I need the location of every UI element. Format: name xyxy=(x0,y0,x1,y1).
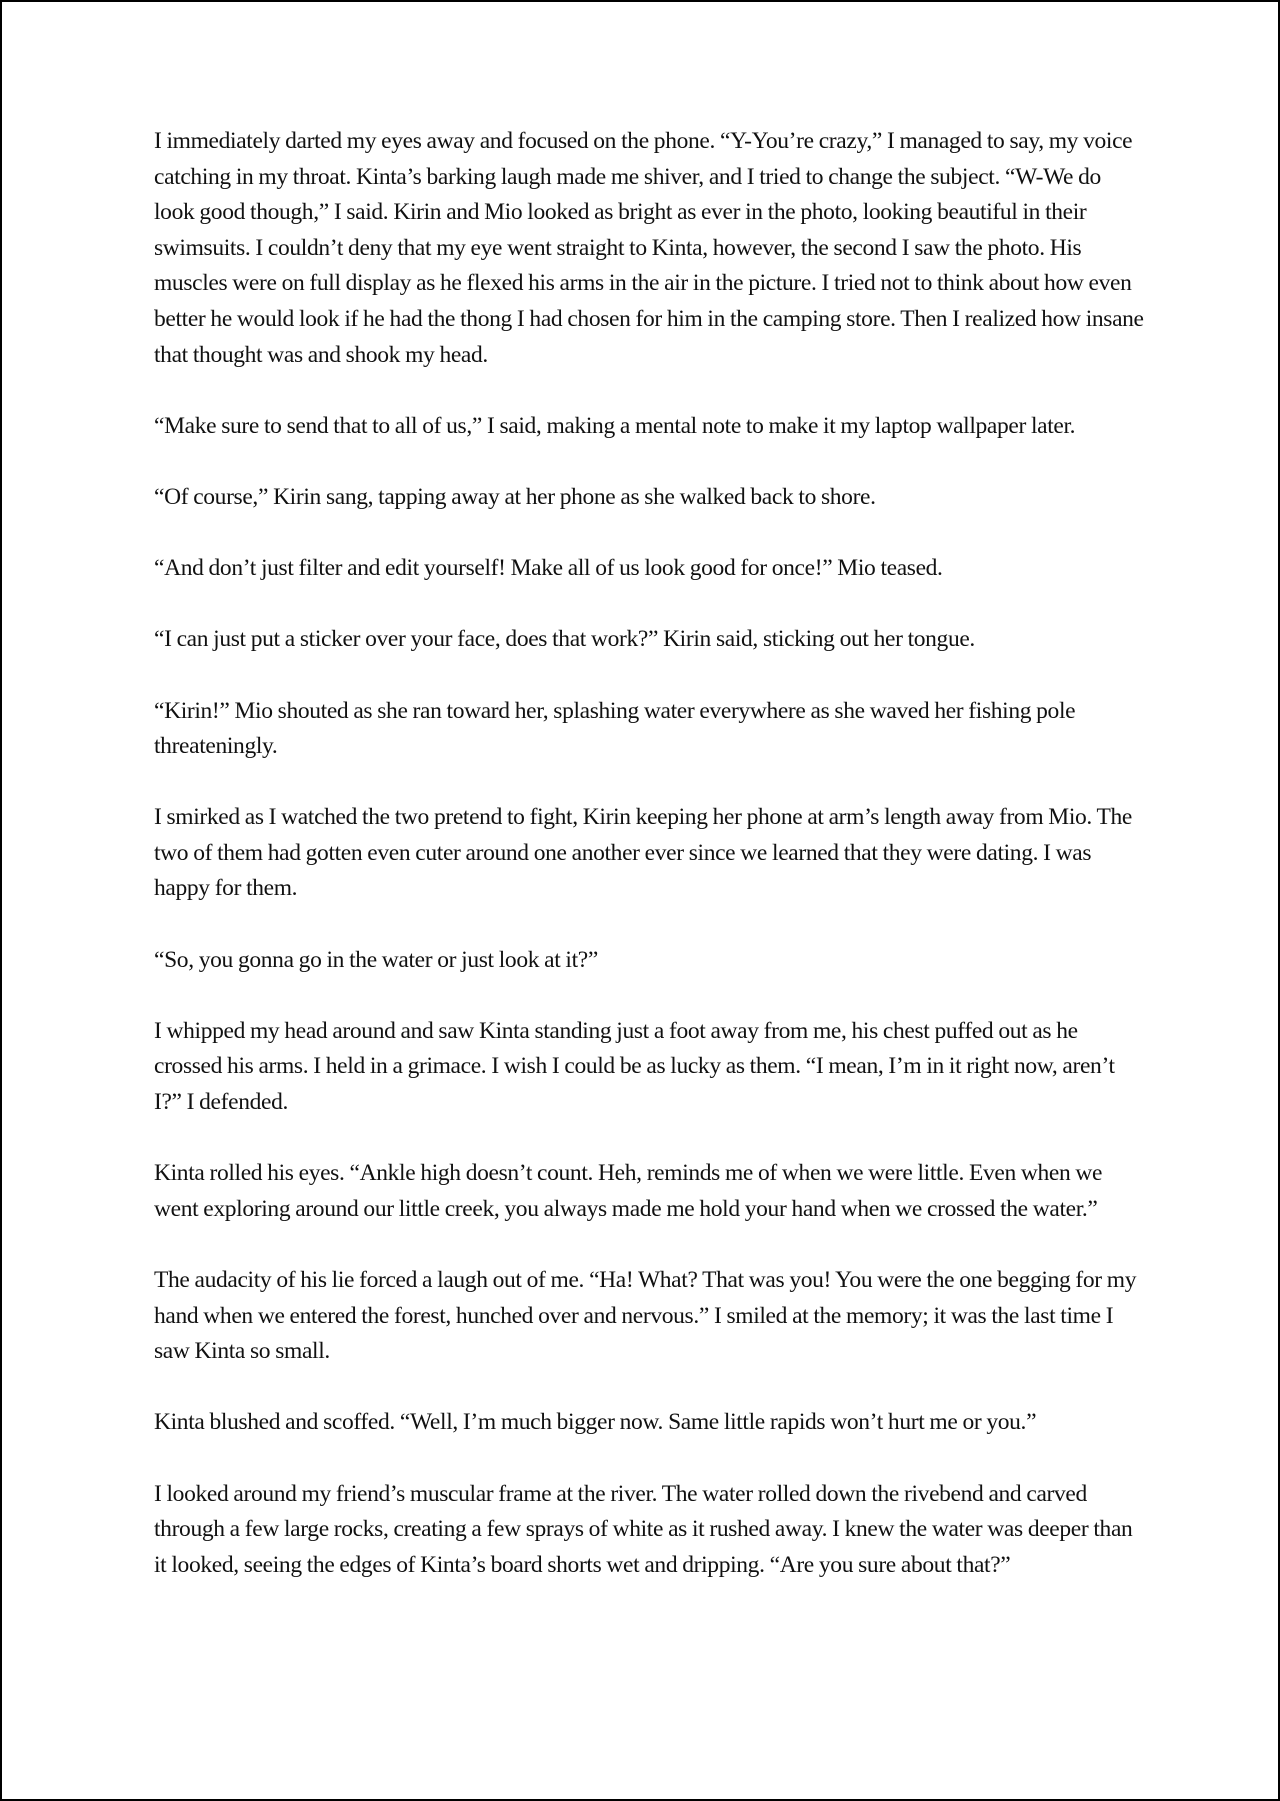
paragraph: “Make sure to send that to all of us,” I said, making a mental note to make it my laptop wallpaper later. xyxy=(154,412,1076,439)
paragraph: Kinta blushed and scoffed. “Well, I’m much bigger now. Same little rapids won’t hurt me or you.” xyxy=(154,1409,1037,1436)
paragraph: “I can just put a sticker over your face, does that work?” Kirin said, sticking out her tongue. xyxy=(154,626,975,653)
paragraph: I immediately darted my eyes away and focused on the phone. “Y-You’re crazy,” I managed to say, my voice catching in my throat. Kinta’s barking laugh made me shiver, and I tried to change the subject. “W-We do look good though,” I said. Kirin and Mio looked as bright as ever in the photo, looking beautiful in their swimsuits. I couldn’t deny that my eye went straight to Kinta, however, the second I saw the photo. His muscles were on full display as he flexed his arms in the air in the picture. I tried not to think about how even better he would look if he had the thong I had chosen for him in the camping store. Then I realized how insane that thought was and shook my head. xyxy=(154,128,1144,368)
paragraph: The audacity of his lie forced a laugh out of me. “Ha! What? That was you! You were the one begging for my hand when we entered the forest, hunched over and nervous.” I smiled at the memory; it was the last time I saw Kinta so small. xyxy=(154,1267,1137,1365)
paragraph: “Kirin!” Mio shouted as she ran toward her, splashing water everywhere as she waved her fishing pole threateningly. xyxy=(154,697,1076,760)
paragraph: I looked around my friend’s muscular frame at the river. The water rolled down the rivebend and carved through a few large rocks, creating a few sprays of white as it rushed away. I knew the water was deeper than it looked, seeing the edges of Kinta’s board shorts wet and dripping. “Are you sure about that?” xyxy=(154,1480,1133,1578)
paragraph: I whipped my head around and saw Kinta standing just a foot away from me, his chest puffed out as he crossed his arms. I held in a grimace. I wish I could be as lucky as them. “I mean, I’m in it right now, aren’t I?” I defended. xyxy=(154,1017,1115,1116)
story-text xyxy=(154,124,1144,1619)
paragraph: “Of course,” Kirin sang, tapping away at her phone as she walked back to shore. xyxy=(154,483,876,510)
paragraph: I smirked as I watched the two pretend to fight, Kirin keeping her phone at arm’s length away from Mio. The two of them had gotten even cuter around one another ever since we learned that they were dating. I was happy for them. xyxy=(154,804,1133,902)
paragraph: “And don’t just filter and edit yourself! Make all of us look good for once!” Mio teased. xyxy=(154,555,943,582)
paragraph: “So, you gonna go in the water or just look at it?” xyxy=(154,946,598,973)
paragraph: Kinta rolled his eyes. “Ankle high doesn’t count. Heh, reminds me of when we were little. Even when we went exploring around our little creek, you always made me hold your hand when we crossed the water.” xyxy=(154,1160,1103,1222)
